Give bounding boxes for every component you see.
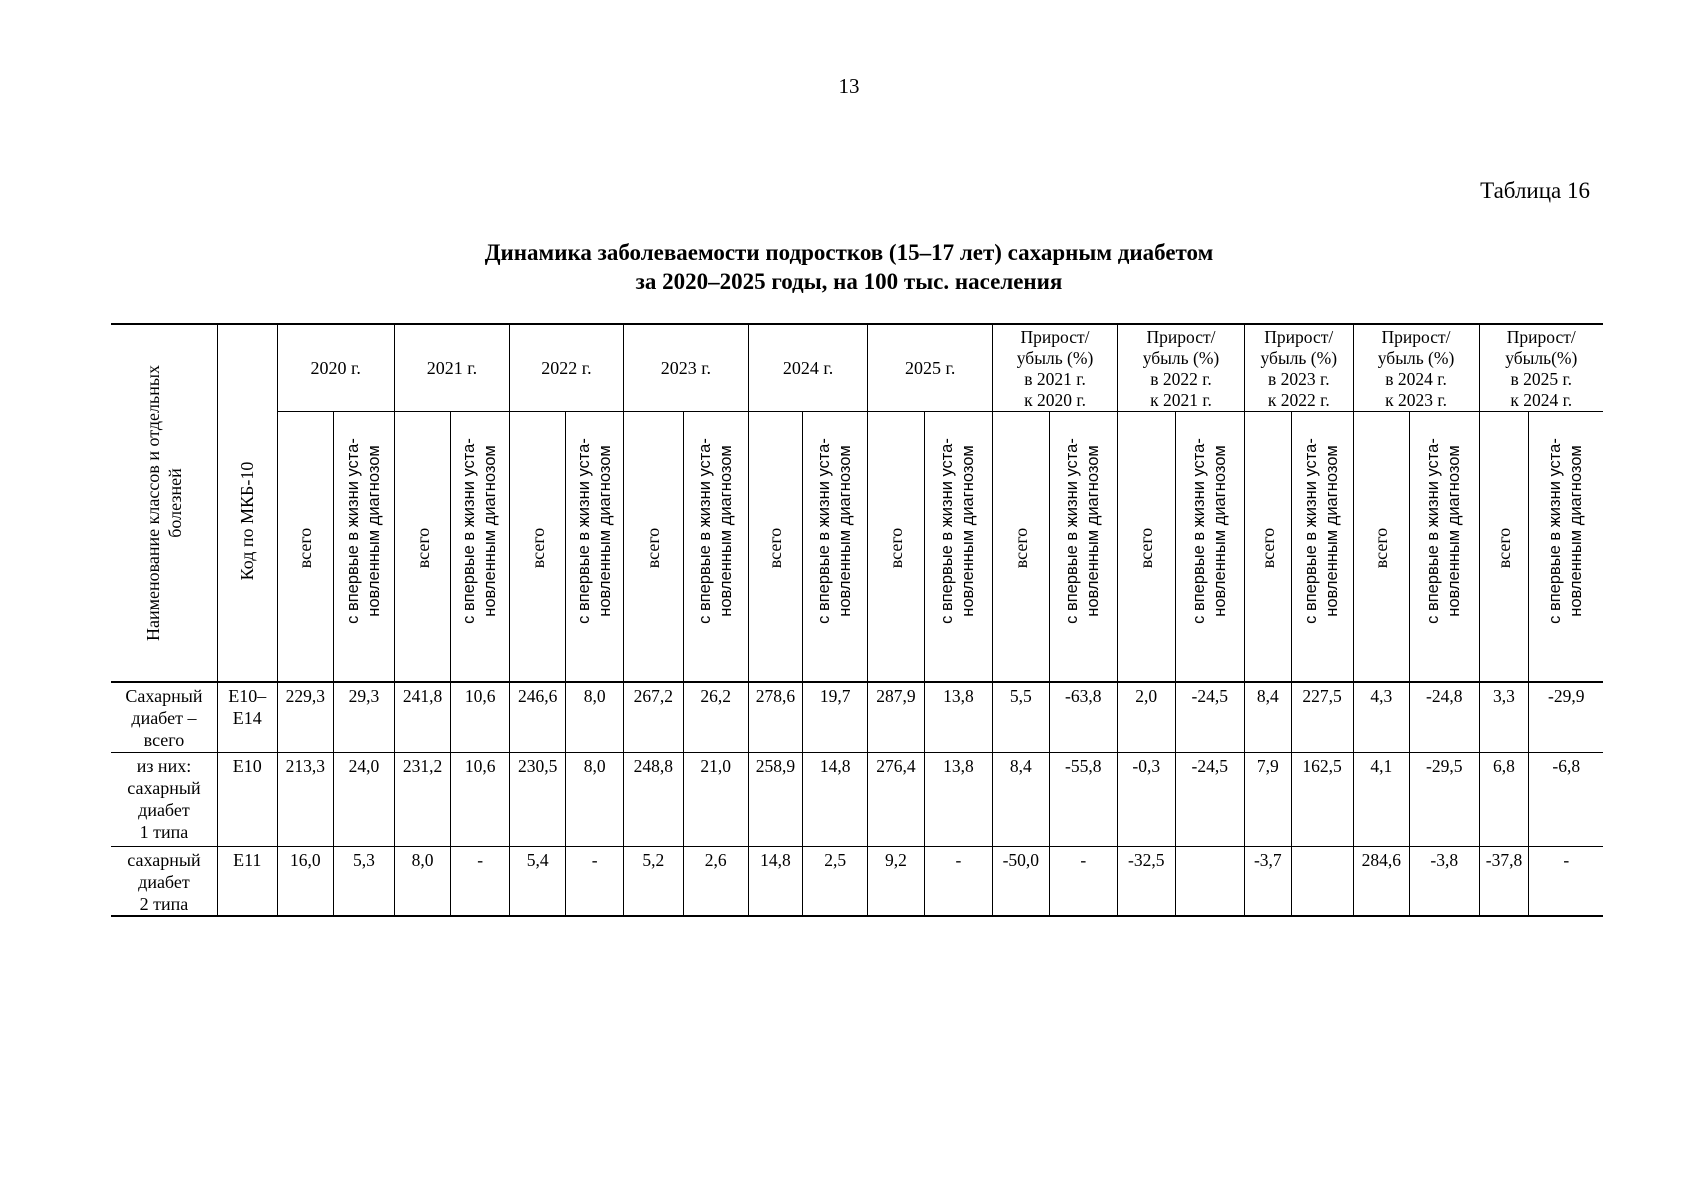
header-sub-new-line-2: новленным диагнозом [836, 445, 855, 617]
table-row [111, 846, 1603, 916]
row-disease-name-line: диабет [138, 871, 190, 892]
table-cell: - [566, 846, 624, 916]
header-growth-line: убыль (%) [1377, 348, 1455, 368]
table-title-line-2: за 2020–2025 годы, на 100 тыс. населения [635, 269, 1063, 294]
header-growth-line: Прирост/ [1381, 327, 1451, 347]
table-cell: -29,9 [1529, 682, 1603, 752]
header-sub-total [868, 412, 924, 683]
header-sub-new-line-1: с впервые в жизни уста- [1302, 438, 1321, 624]
header-growth-line: убыль(%) [1505, 348, 1578, 368]
row-disease-name-line: из них: [136, 755, 192, 776]
header-growth-line: убыль (%) [1142, 348, 1220, 368]
table-cell: 8,4 [1245, 682, 1292, 752]
row-disease-name [111, 752, 217, 846]
header-growth-line: к 2024 г. [1510, 390, 1573, 410]
table-cell: -32,5 [1117, 846, 1175, 916]
header-sub-new-line-2: новленным диагнозом [959, 445, 978, 617]
table-cell: -3,7 [1245, 846, 1292, 916]
header-sub-new-line-1: с впервые в жизни уста- [460, 438, 479, 624]
table-cell: 278,6 [748, 682, 802, 752]
table-cell: 26,2 [683, 682, 748, 752]
row-disease-name-line: всего [143, 730, 185, 750]
table-cell: 14,8 [748, 846, 802, 916]
row-icd-code [217, 752, 277, 846]
header-sub-total [1245, 412, 1292, 683]
header-disease-name-line-1: Наименование классов и отдельных [142, 365, 163, 641]
header-row-groups [111, 324, 1603, 412]
header-year: 2024 г. [748, 324, 867, 412]
header-growth-line: к 2021 г. [1150, 390, 1212, 410]
header-sub-total [277, 412, 333, 683]
table-cell: 227,5 [1291, 682, 1353, 752]
table-cell: 2,6 [683, 846, 748, 916]
table-cell: 230,5 [509, 752, 565, 846]
header-year: 2022 г. [509, 324, 623, 412]
header-sub-total [394, 412, 450, 683]
header-growth-line: в 2025 г. [1510, 369, 1573, 389]
row-icd-code-line: Е14 [232, 708, 262, 728]
row-disease-name-line: диабет – [131, 708, 197, 728]
table-cell: -37,8 [1479, 846, 1529, 916]
table-cell: 2,0 [1117, 682, 1175, 752]
header-sub-new [1291, 412, 1353, 683]
header-icd-code-text: Код по МКБ-10 [237, 461, 258, 581]
header-growth-line: в 2024 г. [1385, 369, 1447, 389]
header-sub-new-line-1: с впервые в жизни уста- [574, 438, 593, 624]
header-growth [1479, 324, 1603, 412]
header-sub-new [924, 412, 992, 683]
header-growth-line: к 2023 г. [1385, 390, 1447, 410]
header-sub-new-line-1: с впервые в жизни уста- [815, 438, 834, 624]
header-sub-new-line-1: с впервые в жизни уста- [938, 438, 957, 624]
table-cell: 6,8 [1479, 752, 1529, 846]
header-sub-new [334, 412, 395, 683]
table-cell: 8,0 [566, 752, 624, 846]
table-cell: 29,3 [334, 682, 395, 752]
header-sub-total [1353, 412, 1409, 683]
header-sub-new-line-2: новленным диагнозом [481, 445, 500, 617]
header-growth [1353, 324, 1479, 412]
header-growth [993, 324, 1118, 412]
table-cell: 8,0 [394, 846, 450, 916]
table-cell: 7,9 [1245, 752, 1292, 846]
header-sub-total-text: всего [765, 527, 786, 568]
header-sub-new [1529, 412, 1603, 683]
table-cell: 3,3 [1479, 682, 1529, 752]
table-cell [1175, 846, 1245, 916]
row-disease-name [111, 682, 217, 752]
header-growth-line: в 2022 г. [1150, 369, 1212, 389]
table-cell: 241,8 [394, 682, 450, 752]
table-cell: 10,6 [451, 752, 510, 846]
row-disease-name-line: 2 типа [139, 893, 189, 914]
table-cell: - [451, 846, 510, 916]
header-disease-name [111, 324, 217, 682]
row-icd-code [217, 682, 277, 752]
row-disease-name-line: 1 типа [139, 821, 189, 842]
table-row [111, 682, 1603, 752]
row-icd-code-line: Е10 [232, 755, 262, 776]
table-label: Таблица 16 [1480, 178, 1590, 203]
header-sub-new [451, 412, 510, 683]
header-growth [1245, 324, 1354, 412]
header-sub-new-line-1: с впервые в жизни уста- [695, 438, 714, 624]
header-sub-total-text: всего [1136, 527, 1157, 568]
table-title-line-1: Динамика заболеваемости подростков (15–17 лет) сахарным диабетом [484, 240, 1214, 265]
header-sub-new-line-2: новленным диагнозом [595, 445, 614, 617]
table-cell: -24,5 [1175, 752, 1245, 846]
header-sub-new-line-2: новленным диагнозом [1084, 445, 1103, 617]
table-cell: -6,8 [1529, 752, 1603, 846]
header-sub-total [1479, 412, 1529, 683]
table-cell: 287,9 [868, 682, 924, 752]
header-growth-line: в 2023 г. [1267, 369, 1330, 389]
header-sub-new-line-2: новленным диагнозом [1323, 445, 1342, 617]
header-sub-total-text: всего [1493, 527, 1514, 568]
header-sub-total-text: всего [1371, 527, 1392, 568]
header-growth-line: в 2021 г. [1024, 369, 1086, 389]
row-disease-name [111, 846, 217, 916]
table-cell: -0,3 [1117, 752, 1175, 846]
table-title [0, 238, 1698, 296]
header-sub-total-text: всего [295, 527, 316, 568]
header-sub-total [623, 412, 683, 683]
table-cell: 231,2 [394, 752, 450, 846]
table-cell: - [924, 846, 992, 916]
header-sub-total-text: всего [643, 527, 664, 568]
table-cell: 10,6 [451, 682, 510, 752]
header-growth-line: Прирост/ [1264, 327, 1334, 347]
header-sub-total-text: всего [527, 527, 548, 568]
row-disease-name-line: диабет [138, 799, 190, 820]
table-cell: 5,2 [623, 846, 683, 916]
header-sub-new-line-2: новленным диагнозом [1445, 445, 1464, 617]
table-cell: -63,8 [1049, 682, 1117, 752]
table-cell: 5,5 [993, 682, 1049, 752]
header-sub-new-line-1: с впервые в жизни уста- [343, 438, 362, 624]
header-sub-new [1049, 412, 1117, 683]
table-cell: 9,2 [868, 846, 924, 916]
table-cell: 229,3 [277, 682, 333, 752]
header-sub-total-text: всего [412, 527, 433, 568]
header-growth [1117, 324, 1244, 412]
table-cell: 2,5 [803, 846, 868, 916]
table-cell: 8,4 [993, 752, 1049, 846]
header-sub-total [993, 412, 1049, 683]
row-icd-code-line: Е10– [228, 686, 267, 706]
table-cell: -55,8 [1049, 752, 1117, 846]
header-sub-new-line-2: новленным диагнозом [364, 445, 383, 617]
header-sub-new-line-1: с впервые в жизни уста- [1063, 438, 1082, 624]
header-sub-total-text: всего [1010, 527, 1031, 568]
header-growth-line: Прирост/ [1020, 327, 1090, 347]
header-sub-total-text: всего [1257, 527, 1278, 568]
table-cell: 5,3 [334, 846, 395, 916]
table-cell: 21,0 [683, 752, 748, 846]
header-sub-new [1175, 412, 1245, 683]
header-sub-total [748, 412, 802, 683]
header-sub-new-line-1: с впервые в жизни уста- [1189, 438, 1208, 624]
header-growth-line: Прирост/ [1506, 327, 1576, 347]
page-number: 13 [838, 74, 860, 98]
header-row-subcolumns [111, 412, 1603, 683]
table-cell: 162,5 [1291, 752, 1353, 846]
table-cell: 213,3 [277, 752, 333, 846]
header-sub-new-line-2: новленным диагнозом [1567, 445, 1586, 617]
header-sub-new-line-2: новленным диагнозом [1210, 445, 1229, 617]
incidence-table [111, 323, 1603, 917]
header-sub-total [509, 412, 565, 683]
table-cell: 16,0 [277, 846, 333, 916]
header-sub-new [803, 412, 868, 683]
table-cell: 4,1 [1353, 752, 1409, 846]
header-sub-total [1117, 412, 1175, 683]
table-cell: -24,8 [1410, 682, 1480, 752]
table-cell [1291, 846, 1353, 916]
table-cell: 276,4 [868, 752, 924, 846]
table-cell: 248,8 [623, 752, 683, 846]
header-growth-line: убыль (%) [1016, 348, 1094, 368]
table-cell: 267,2 [623, 682, 683, 752]
table-cell: 19,7 [803, 682, 868, 752]
table-cell: - [1529, 846, 1603, 916]
table-cell: 5,4 [509, 846, 565, 916]
header-growth-line: к 2020 г. [1024, 390, 1086, 410]
table-cell: 246,6 [509, 682, 565, 752]
header-growth-line: убыль (%) [1260, 348, 1338, 368]
table-cell: -24,5 [1175, 682, 1245, 752]
row-disease-name-line: Сахарный [125, 686, 203, 706]
header-sub-new-line-1: с впервые в жизни уста- [1424, 438, 1443, 624]
header-sub-new-line-1: с впервые в жизни уста- [1546, 438, 1565, 624]
table-cell: 13,8 [924, 682, 992, 752]
header-growth-line: к 2022 г. [1267, 390, 1330, 410]
header-sub-new-line-2: новленным диагнозом [716, 445, 735, 617]
table-row [111, 752, 1603, 846]
header-year: 2023 г. [623, 324, 748, 412]
row-disease-name-line: сахарный [127, 849, 201, 870]
header-year: 2021 г. [394, 324, 509, 412]
header-sub-new [683, 412, 748, 683]
header-sub-total-text: всего [885, 527, 906, 568]
header-icd-code [217, 324, 277, 682]
header-year: 2025 г. [868, 324, 993, 412]
header-sub-new [566, 412, 624, 683]
table-cell: 24,0 [334, 752, 395, 846]
table-cell: 8,0 [566, 682, 624, 752]
table-cell: 258,9 [748, 752, 802, 846]
row-disease-name-line: сахарный [127, 777, 201, 798]
table-cell: 4,3 [1353, 682, 1409, 752]
header-year: 2020 г. [277, 324, 394, 412]
table-cell: 13,8 [924, 752, 992, 846]
header-growth-line: Прирост/ [1146, 327, 1216, 347]
table-cell: 14,8 [803, 752, 868, 846]
row-icd-code [217, 846, 277, 916]
table-cell: - [1049, 846, 1117, 916]
header-disease-name-line-2: болезней [164, 468, 185, 538]
table-cell: -29,5 [1410, 752, 1480, 846]
header-sub-new [1410, 412, 1480, 683]
table-cell: -50,0 [993, 846, 1049, 916]
table-cell: -3,8 [1410, 846, 1480, 916]
table-cell: 284,6 [1353, 846, 1409, 916]
row-icd-code-line: Е11 [233, 849, 262, 870]
